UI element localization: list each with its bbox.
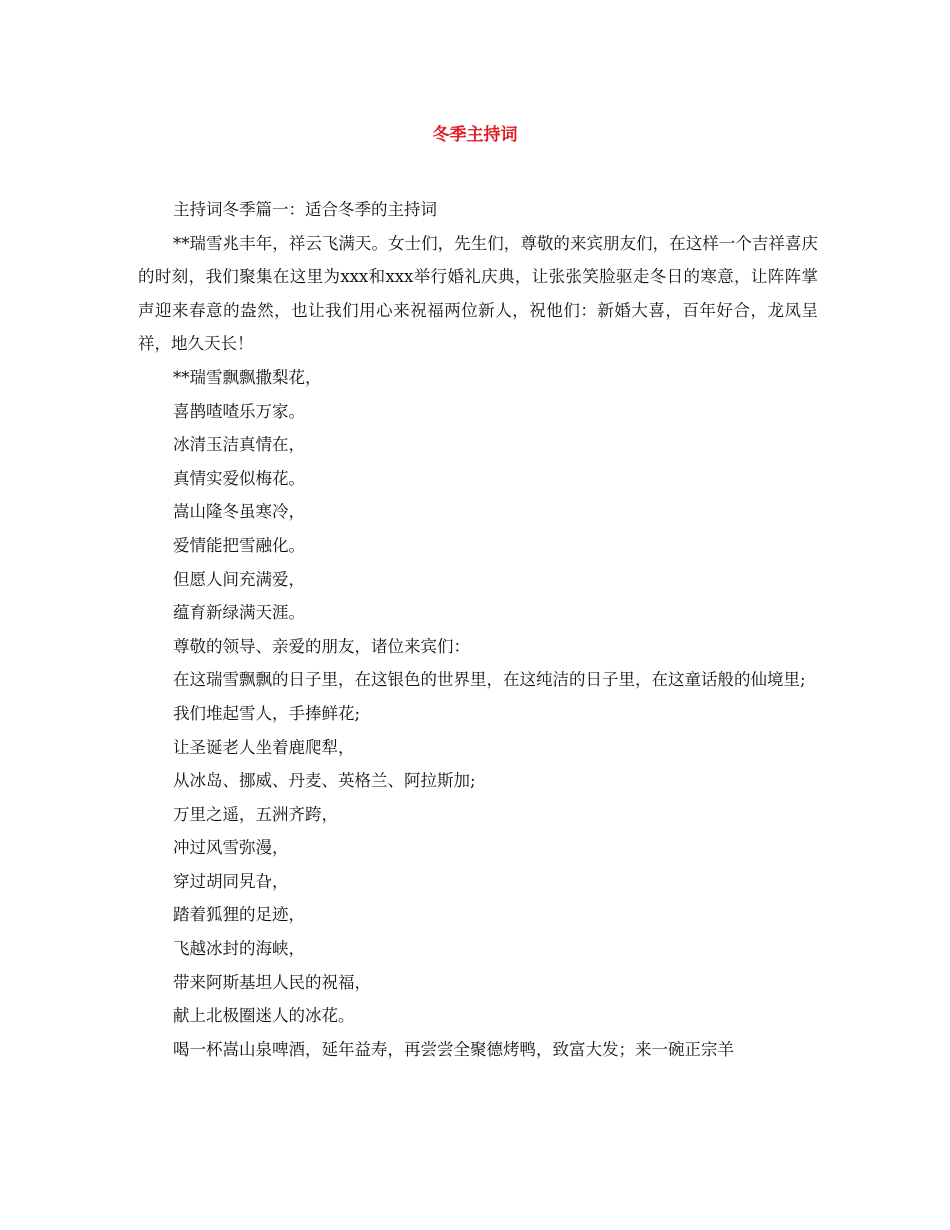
paragraph: 喝一杯嵩山泉啤酒，延年益寿，再尝尝全聚德烤鸭，致富大发；来一碗正宗羊 xyxy=(173,1039,734,1059)
poem-line: 飞越冰封的海峡， xyxy=(173,939,305,959)
poem-line: 万里之遥，五洲齐跨， xyxy=(173,804,338,824)
poem-line: 献上北极圈迷人的冰花。 xyxy=(173,1006,355,1026)
paragraph: **瑞雪兆丰年，祥云飞满天。女士们，先生们，尊敬的来宾朋友们，在这样一个吉祥喜庆的时刻，我们聚集在这里为xxx和xxx举行婚礼庆典，让张张笑脸驱走冬日的寒意，让阵阵掌声迎来春意的盎然，也让我们用心来祝福两位新人，祝他们：新婚大喜，百年好合，龙凤呈祥，地久天长！ xyxy=(138,233,818,354)
poem-line: 冰清玉洁真情在， xyxy=(173,435,305,455)
poem-line: 踏着狐狸的足迹， xyxy=(173,905,305,925)
paragraph: 主持词冬季篇一：适合冬季的主持词 xyxy=(173,200,437,219)
poem-line: **瑞雪飘飘撒梨花， xyxy=(173,367,322,387)
poem-line: 喜鹊喳喳乐万家。 xyxy=(173,401,305,421)
page-title: 冬季主持词 xyxy=(432,125,518,145)
poem-line: 冲过风雪弥漫， xyxy=(173,838,289,858)
poem-line: 穿过胡同旯旮， xyxy=(173,871,289,891)
poem-line: 让圣诞老人坐着鹿爬犁， xyxy=(173,737,355,757)
paragraph: 尊敬的领导、亲爱的朋友，诸位来宾们： xyxy=(173,636,470,656)
paragraph: 在这瑞雪飘飘的日子里，在这银色的世界里，在这纯洁的日子里，在这童话般的仙境里; xyxy=(173,670,806,690)
poem-line: 带来阿斯基坦人民的祝福， xyxy=(173,972,371,992)
poem-line: 我们堆起雪人，手捧鲜花; xyxy=(173,703,361,723)
poem-line: 但愿人间充满爱， xyxy=(173,569,305,589)
poem-line: 爱情能把雪融化。 xyxy=(173,535,305,555)
poem-line: 蕴育新绿满天涯。 xyxy=(173,603,305,623)
poem-line: 从冰岛、挪威、丹麦、英格兰、阿拉斯加; xyxy=(173,771,476,791)
poem-line: 真情实爱似梅花。 xyxy=(173,468,305,488)
poem-line: 嵩山隆冬虽寒冷， xyxy=(173,502,305,522)
document-body xyxy=(138,193,818,1066)
